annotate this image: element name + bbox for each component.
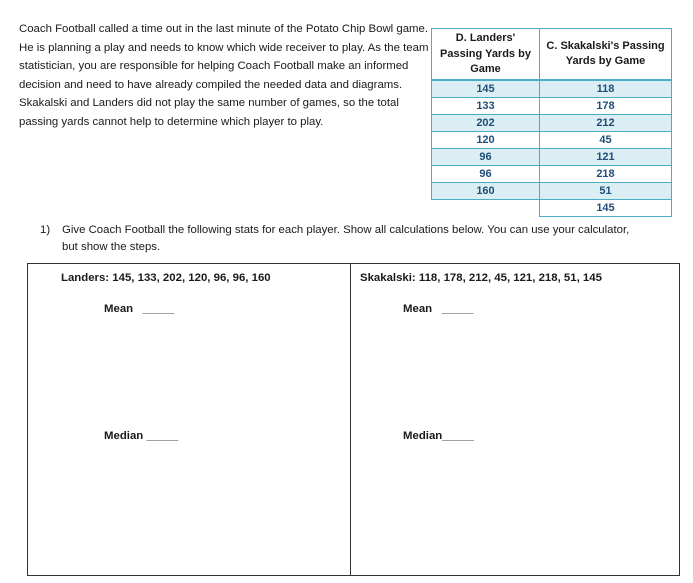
landers-cell: 202 <box>432 114 540 131</box>
landers-cell: 120 <box>432 131 540 148</box>
landers-cell: 133 <box>432 97 540 114</box>
landers-median-label: Median _____ <box>104 430 179 442</box>
landers-column-header: D. Landers' Passing Yards by Game <box>432 29 540 80</box>
skakalski-cell: 51 <box>540 182 672 199</box>
skakalski-cell: 178 <box>540 97 672 114</box>
landers-mean-label: Mean _____ <box>104 303 175 315</box>
question-1 <box>40 222 640 255</box>
passing-yards-table <box>431 28 672 217</box>
landers-data-header: Landers: 145, 133, 202, 120, 96, 96, 160 <box>61 272 271 284</box>
question-text: Give Coach Football the following stats for each player. Show all calculations below. You can use your calculator, but show the steps. <box>62 224 630 253</box>
skakalski-cell: 145 <box>540 199 672 216</box>
skakalski-median-label: Median_____ <box>403 430 474 442</box>
landers-work-box[interactable] <box>27 263 351 576</box>
landers-cell: 160 <box>432 182 540 199</box>
table-row <box>432 131 672 148</box>
skakalski-mean-label: Mean _____ <box>403 303 474 315</box>
landers-cell-empty <box>432 199 540 216</box>
table-row <box>432 97 672 114</box>
skakalski-work-box[interactable] <box>350 263 680 576</box>
skakalski-data-header: Skakalski: 118, 178, 212, 45, 121, 218, 51, 145 <box>360 272 602 284</box>
landers-cell: 96 <box>432 165 540 182</box>
landers-cell: 96 <box>432 148 540 165</box>
skakalski-cell: 45 <box>540 131 672 148</box>
table-row <box>432 199 672 216</box>
skakalski-cell: 118 <box>540 80 672 98</box>
table-row <box>432 165 672 182</box>
skakalski-cell: 218 <box>540 165 672 182</box>
landers-cell: 145 <box>432 80 540 98</box>
table-row <box>432 80 672 98</box>
table-row <box>432 148 672 165</box>
question-number: 1) <box>40 224 51 236</box>
table-row <box>432 182 672 199</box>
table-header-row <box>432 29 672 80</box>
skakalski-column-header: C. Skakalski's Passing Yards by Game <box>540 29 672 80</box>
skakalski-cell: 212 <box>540 114 672 131</box>
skakalski-cell: 121 <box>540 148 672 165</box>
table-row <box>432 114 672 131</box>
intro-paragraph: Coach Football called a time out in the last minute of the Potato Chip Bowl game. He is planning a play and needs to know which wide receiver to play. As the team statistician, you are responsible for helping Coach Football make an informed decision and need to have already compiled the needed data and diagrams. Skakalski and Landers did not play the same number of games, so the total passing yards cannot help to determine which player to play. <box>19 23 429 128</box>
